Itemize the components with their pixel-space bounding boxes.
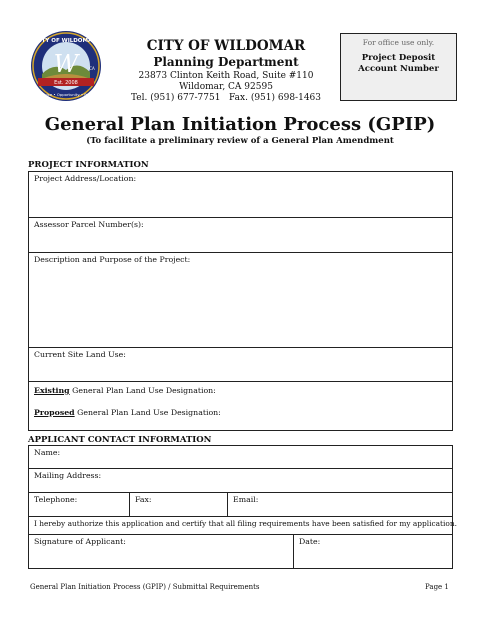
authorization-text: I hereby authorize this application and certify that all filing requirements have been satisfied for my application.	[34, 519, 457, 528]
current-land-use-label: Current Site Land Use:	[34, 350, 126, 359]
deposit-label-line1: Project Deposit	[361, 53, 436, 63]
project-info-table	[28, 171, 453, 431]
email-field[interactable]	[228, 492, 452, 516]
existing-word: Existing	[34, 386, 70, 395]
applicant-info-heading: APPLICANT CONTACT INFORMATION	[28, 435, 212, 445]
applicant-name-field[interactable]	[29, 446, 452, 468]
authorization-row	[29, 516, 457, 534]
fax-label: Fax:	[135, 495, 152, 504]
existing-rest: General Plan Land Use Designation:	[69, 386, 216, 395]
seal-bottom-text: Service • Opportunity • Pride	[38, 92, 94, 97]
apn-field[interactable]	[29, 217, 452, 252]
mailing-address-label: Mailing Address:	[34, 471, 102, 480]
mailing-address-field[interactable]	[29, 468, 452, 492]
telephone-label: Telephone:	[34, 495, 78, 504]
city-state: Wildomar, CA 92595	[179, 82, 273, 92]
seal-top-text: CITY OF WILDOMAR	[35, 38, 97, 44]
page-title: General Plan Initiation Process (GPIP)	[44, 114, 436, 135]
signature-field[interactable]	[29, 534, 294, 568]
fax-number: Fax. (951) 698-1463	[229, 93, 321, 103]
city-seal	[30, 30, 102, 102]
contact-phones	[108, 93, 344, 103]
city-name: CITY OF WILDOMAR	[146, 38, 306, 54]
signature-label: Signature of Applicant:	[34, 537, 126, 546]
svg-text:W: W	[53, 50, 79, 78]
office-use-note: For office use only.	[362, 38, 435, 47]
deposit-account-label	[341, 53, 456, 75]
fax-field[interactable]	[130, 492, 228, 516]
existing-designation-label	[29, 382, 452, 395]
deposit-label-line2: Account Number	[358, 64, 439, 74]
seal-side-text: CA	[89, 66, 95, 71]
applicant-info-table	[28, 445, 457, 569]
apn-label: Assessor Parcel Number(s):	[34, 220, 144, 229]
office-use-box	[340, 33, 457, 101]
current-land-use-field[interactable]	[29, 347, 452, 381]
name-label: Name:	[34, 448, 61, 457]
phone-number: Tel. (951) 677-7751	[131, 93, 221, 103]
date-label: Date:	[299, 537, 321, 546]
department-name: Planning Department	[153, 55, 299, 69]
page-number: Page 1	[425, 583, 449, 591]
email-label: Email:	[233, 495, 259, 504]
date-field[interactable]	[294, 534, 452, 568]
page-subtitle: (To facilitate a preliminary review of a General Plan Amendment	[86, 136, 394, 146]
project-address-label: Project Address/Location:	[34, 174, 137, 183]
project-description-field[interactable]	[29, 252, 452, 347]
telephone-field[interactable]	[29, 492, 130, 516]
land-use-designation-field[interactable]	[29, 381, 452, 432]
proposed-word: Proposed	[34, 408, 75, 417]
footer-left: General Plan Initiation Process (GPIP) / Submittal Requirements	[30, 583, 260, 591]
proposed-designation-label	[29, 395, 452, 417]
project-info-heading: PROJECT INFORMATION	[28, 160, 149, 170]
street-address: 23873 Clinton Keith Road, Suite #110	[138, 71, 314, 81]
project-description-label: Description and Purpose of the Project:	[34, 255, 191, 264]
seal-banner: Est. 2008	[54, 80, 78, 86]
proposed-rest: General Plan Land Use Designation:	[74, 408, 221, 417]
project-address-field[interactable]	[29, 172, 452, 217]
